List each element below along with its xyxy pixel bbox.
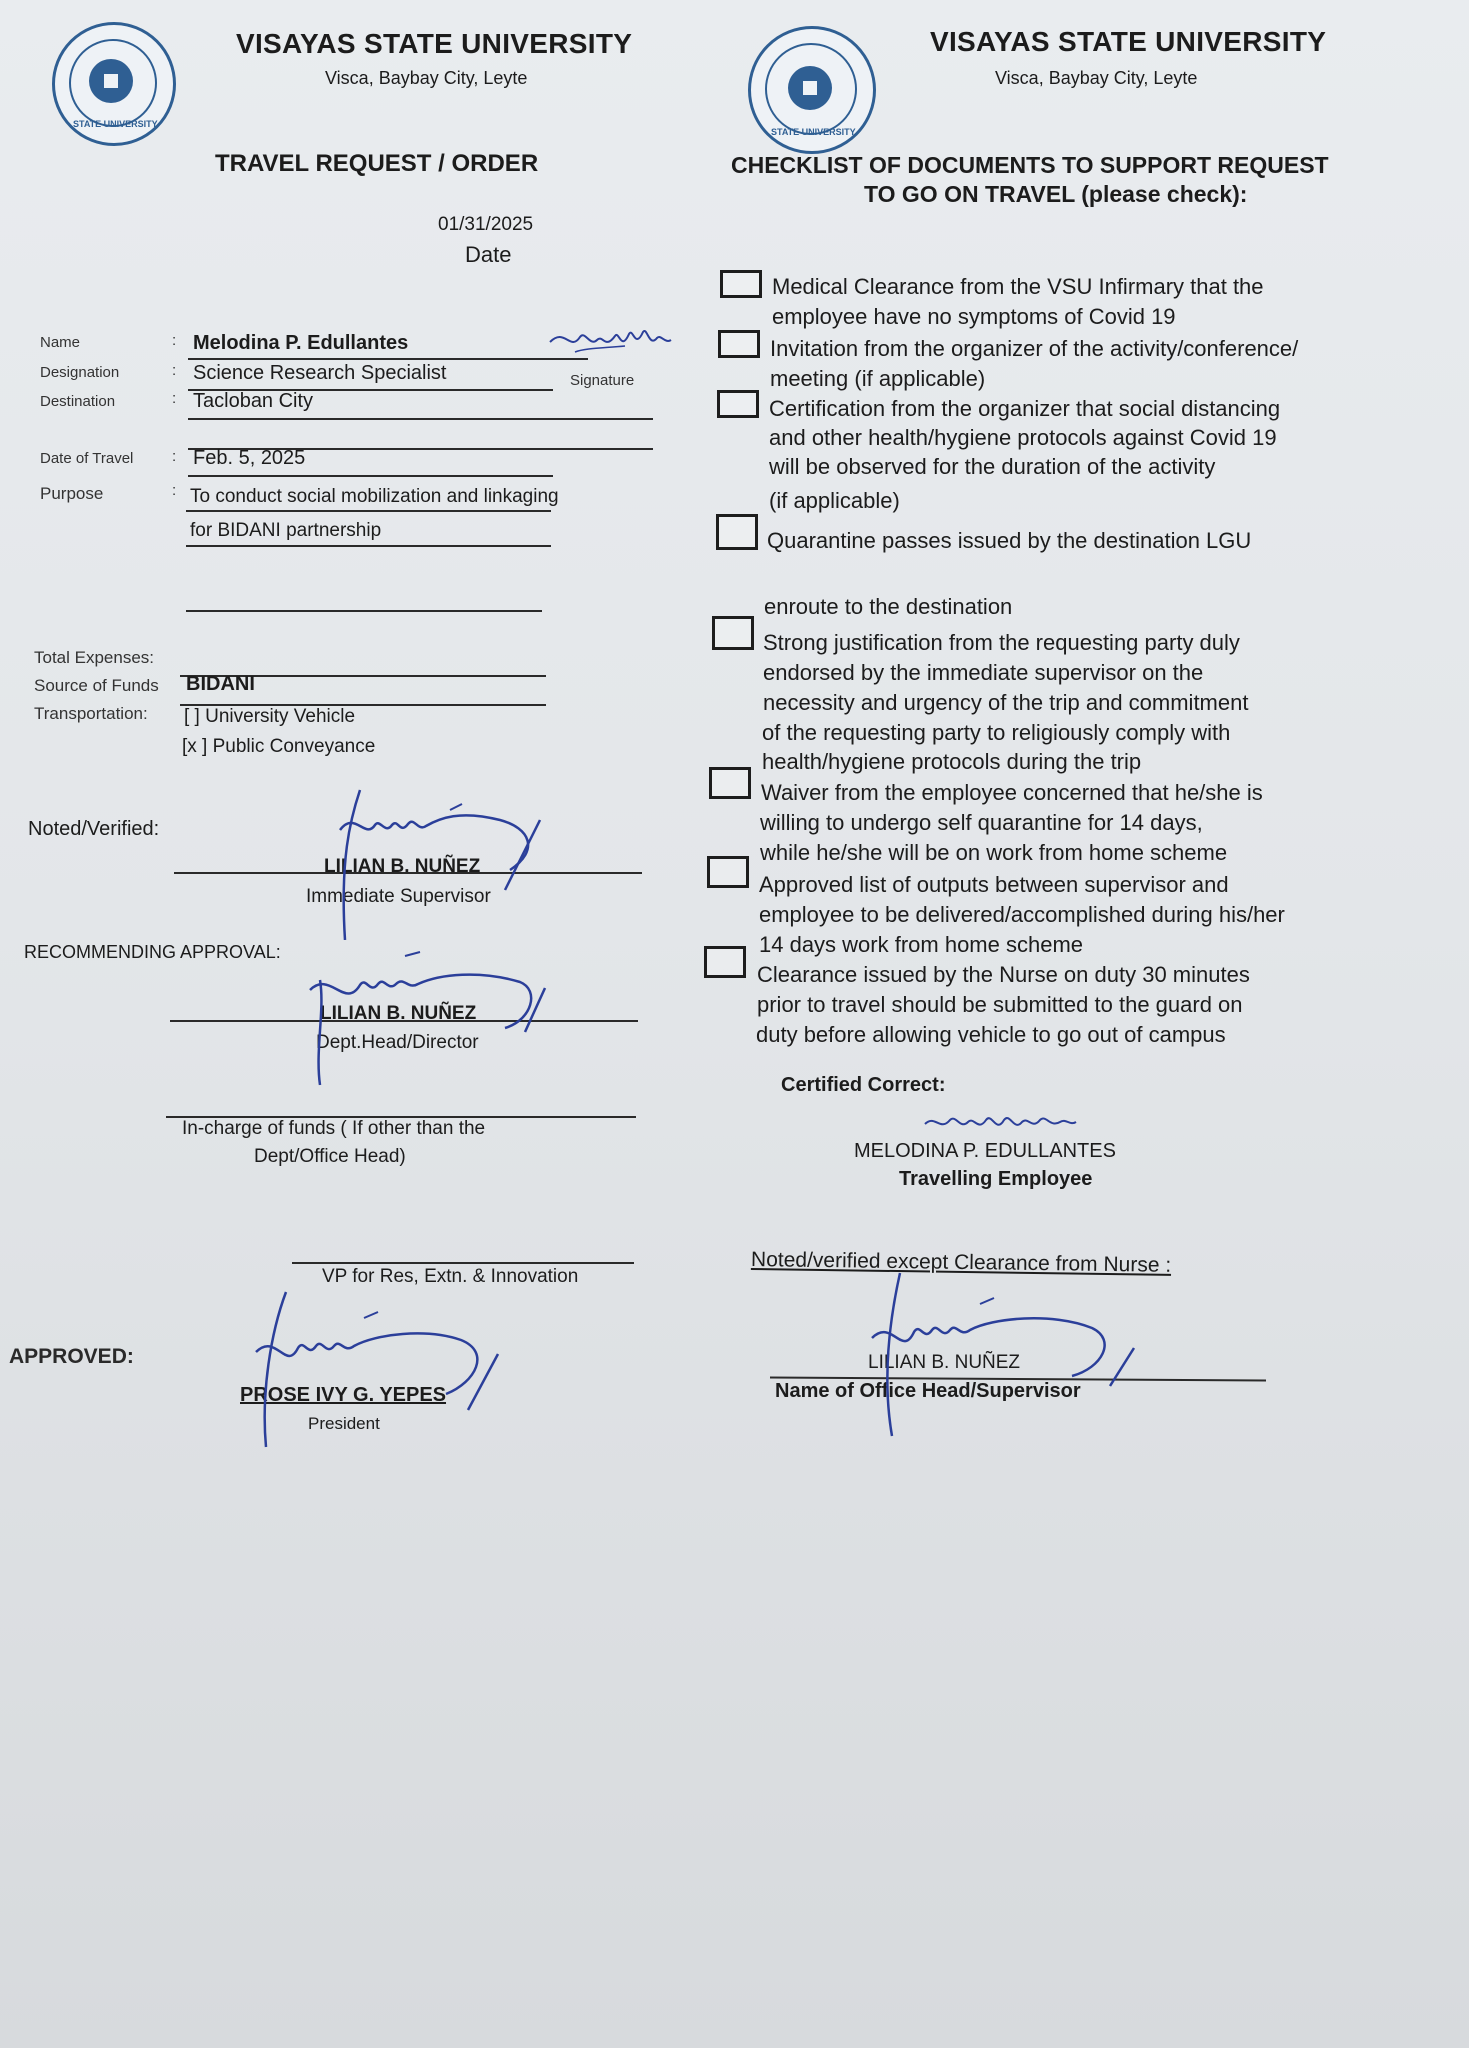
form-title: TRAVEL REQUEST / ORDER [215, 150, 539, 177]
date-travel-value: Feb. 5, 2025 [193, 447, 306, 469]
vsu-logo-right [748, 26, 876, 154]
check-text: health/hygiene protocols during the trip [762, 749, 1142, 774]
check-text: Approved list of outputs between supervisor and [759, 872, 1229, 897]
purpose-line1: To conduct social mobilization and linkaging [190, 486, 559, 507]
incharge-label-2: Dept/Office Head) [254, 1146, 406, 1167]
checkbox-medical-clearance[interactable] [720, 270, 762, 298]
signature-nunez-director [300, 940, 570, 1090]
checklist-title-2: TO GO ON TRAVEL (please check): [864, 181, 1248, 207]
checklist-title-1: CHECKLIST OF DOCUMENTS TO SUPPORT REQUEST [731, 152, 1329, 178]
university-name: VISAYAS STATE UNIVERSITY [236, 28, 633, 59]
date-label: Date [465, 242, 512, 267]
date-travel-line [188, 475, 553, 477]
checkbox-invitation[interactable] [718, 330, 760, 358]
check-text: Quarantine passes issued by the destination LGU [767, 528, 1252, 553]
checkbox-nurse-clearance[interactable] [704, 946, 746, 978]
colon: : [172, 362, 177, 379]
check-text: Invitation from the organizer of the activity/conference/ [770, 336, 1299, 361]
destination-line [188, 418, 653, 420]
checkbox-certification[interactable] [717, 390, 759, 418]
total-expenses-label: Total Expenses: [34, 648, 155, 667]
supervisor-role: Immediate Supervisor [306, 886, 491, 907]
signature-edullantes-certified [920, 1106, 1080, 1146]
vp-label: VP for Res, Extn. & Innovation [322, 1266, 579, 1287]
signature-nunez-supervisor [300, 780, 580, 940]
check-text: 14 days work from home scheme [759, 932, 1084, 957]
signature-yepes-president [236, 1282, 506, 1452]
check-text: Medical Clearance from the VSU Infirmary that the [772, 274, 1264, 299]
signature-edullantes-top [545, 322, 675, 372]
signature-label: Signature [570, 372, 635, 389]
employee-role: Travelling Employee [899, 1168, 1093, 1190]
purpose-line2: for BIDANI partnership [190, 520, 382, 541]
colon: : [172, 332, 177, 349]
check-text: meeting (if applicable) [770, 366, 986, 391]
checkbox-approved-outputs[interactable] [707, 856, 749, 888]
logo-text: STATE UNIVERSITY [73, 119, 158, 129]
check-text: necessity and urgency of the trip and commitment [763, 690, 1249, 715]
employee-name: MELODINA P. EDULLANTES [854, 1140, 1116, 1162]
date-value: 01/31/2025 [438, 214, 534, 235]
checkbox-quarantine-passes[interactable] [716, 514, 758, 550]
check-text: endorsed by the immediate supervisor on the [763, 660, 1204, 685]
name-value: Melodina P. Edullantes [193, 332, 409, 354]
supervisor-name: LILIAN B. NUÑEZ [324, 856, 481, 877]
check-text: will be observed for the duration of the activity [769, 454, 1216, 479]
source-funds-value: BIDANI [186, 673, 255, 695]
purpose-underline-1 [186, 510, 551, 512]
vsu-logo-left [52, 22, 176, 146]
signature-nunez-office-head [862, 1268, 1152, 1438]
university-address: Visca, Baybay City, Leyte [325, 68, 528, 88]
noted-except-label: Noted/verified except Clearance from Nurse : [750, 1248, 1172, 1277]
logo-text: STATE UNIVERSITY [771, 127, 856, 137]
colon: : [172, 448, 177, 465]
noted-verified-label: Noted/Verified: [28, 818, 160, 840]
designation-label: Designation [40, 364, 120, 381]
certified-correct-label: Certified Correct: [781, 1074, 946, 1096]
office-head-label: Name of Office Head/Supervisor [775, 1380, 1081, 1402]
check-text: Certification from the organizer that social distancing [769, 396, 1281, 421]
check-text: while he/she will be on work from home scheme [760, 840, 1228, 865]
designation-value: Science Research Specialist [193, 362, 447, 384]
recommending-approval-label: RECOMMENDING APPROVAL: [24, 942, 281, 962]
director-name: LILIAN B. NUÑEZ [320, 1003, 477, 1024]
checkbox-waiver[interactable] [709, 767, 751, 799]
destination-value: Tacloban City [193, 390, 314, 412]
purpose-label: Purpose [40, 484, 104, 503]
check-text: enroute to the destination [764, 594, 1013, 619]
destination-label: Destination [40, 393, 116, 410]
check-text: Waiver from the employee concerned that he/she is [761, 780, 1263, 805]
check-text: willing to undergo self quarantine for 14 days, [760, 810, 1203, 835]
name-label: Name [40, 334, 81, 351]
transport-option-university-vehicle: [ ] University Vehicle [184, 706, 356, 727]
check-text: prior to travel should be submitted to the guard on [757, 992, 1243, 1017]
approved-label: APPROVED: [9, 1345, 134, 1368]
check-text: employee to be delivered/accomplished during his/her [759, 902, 1285, 927]
purpose-underline-3 [186, 610, 542, 612]
incharge-label-1: In-charge of funds ( If other than the [182, 1118, 486, 1139]
president-role: President [308, 1414, 380, 1433]
director-role: Dept.Head/Director [316, 1032, 479, 1053]
transportation-label: Transportation: [34, 704, 148, 723]
office-head-name: LILIAN B. NUÑEZ [868, 1352, 1021, 1373]
check-text: (if applicable) [769, 488, 900, 513]
name-line [188, 358, 588, 360]
check-text: Clearance issued by the Nurse on duty 30 minutes [757, 962, 1250, 987]
date-travel-label: Date of Travel [40, 450, 134, 467]
vp-sign-line [292, 1262, 634, 1264]
colon: : [172, 390, 177, 407]
president-name: PROSE IVY G. YEPES [240, 1384, 447, 1406]
source-funds-label: Source of Funds [34, 676, 159, 695]
colon: : [172, 482, 177, 499]
transport-option-public-conveyance: [x ] Public Conveyance [182, 736, 376, 757]
purpose-underline-2 [186, 545, 551, 547]
university-name-right: VISAYAS STATE UNIVERSITY [930, 26, 1327, 57]
check-text: duty before allowing vehicle to go out of campus [756, 1022, 1226, 1047]
check-text: Strong justification from the requesting party duly [763, 630, 1240, 655]
checkbox-strong-justification[interactable] [712, 616, 754, 650]
check-text: employee have no symptoms of Covid 19 [772, 304, 1176, 329]
check-text: of the requesting party to religiously comply with [762, 720, 1231, 745]
check-text: and other health/hygiene protocols against Covid 19 [769, 425, 1277, 450]
university-address-right: Visca, Baybay City, Leyte [995, 68, 1198, 88]
